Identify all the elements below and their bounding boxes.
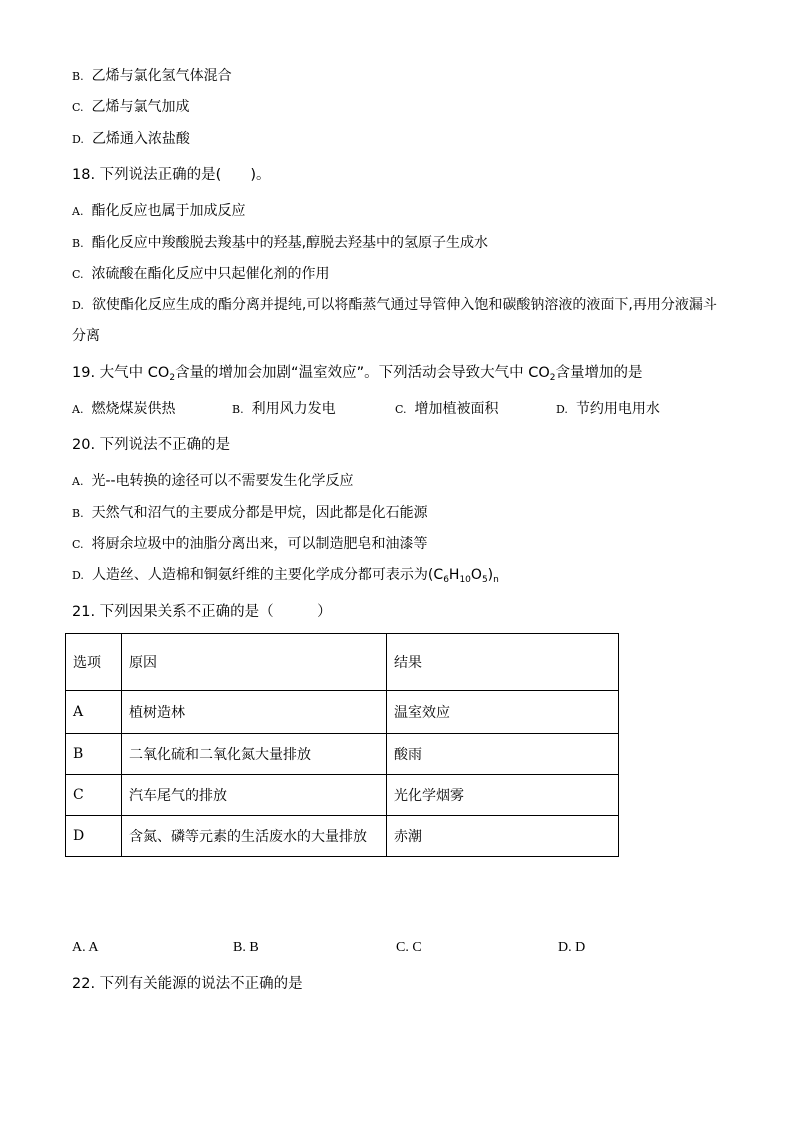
question-21: 21. 下列因果关系不正确的是（ ）	[72, 604, 332, 620]
formula-subscript: n	[493, 575, 499, 585]
option-letter: D.	[72, 133, 84, 146]
option-text: 光--电转换的途径可以不需要发生化学反应	[91, 473, 354, 489]
table-cell: D	[66, 816, 122, 857]
option-letter: B.	[72, 70, 84, 83]
answer-c-21: C. C	[396, 940, 422, 955]
option-b-19	[232, 400, 395, 419]
answer-a-21: A. A	[72, 940, 99, 955]
formula-paren: )	[487, 567, 494, 583]
answers-21	[72, 939, 585, 957]
table-cell: 赤潮	[387, 816, 619, 857]
question-20: 20. 下列说法不正确的是	[72, 437, 231, 453]
option-b-17	[72, 67, 232, 86]
option-d-18	[72, 296, 717, 315]
option-text: 燃烧煤炭供热	[91, 401, 176, 417]
formula-subscript: 5	[481, 575, 488, 585]
table-row	[66, 775, 619, 816]
question-18: 18. 下列说法正确的是( )。	[72, 167, 271, 183]
option-text: 将厨余垃圾中的油脂分离出来，可以制造肥皂和油漆等	[91, 536, 428, 552]
answer-b-21: B. B	[233, 940, 259, 955]
option-c-19	[395, 400, 556, 419]
option-letter: A.	[72, 205, 84, 218]
table-cell: 汽车尾气的排放	[122, 775, 387, 816]
option-letter: D.	[72, 569, 84, 582]
option-d-18-continued: 分离	[72, 328, 100, 344]
option-letter: A.	[72, 403, 84, 416]
answer-d-21: D. D	[558, 940, 586, 955]
option-text: 乙烯与氯气加成	[91, 99, 190, 115]
q19-subscript: 2	[169, 373, 176, 383]
table-header-cell: 原因	[122, 634, 387, 691]
option-letter: D.	[556, 403, 568, 416]
table-cell: B	[66, 734, 122, 775]
formula-element: H	[448, 567, 460, 583]
option-a-20	[72, 472, 354, 491]
option-d-19	[556, 400, 660, 419]
option-c-17	[72, 98, 190, 117]
formula-subscript: 10	[459, 575, 471, 585]
options-19	[72, 400, 660, 419]
table-cell: 二氧化硫和二氧化氮大量排放	[122, 734, 387, 775]
table-header-cell: 结果	[387, 634, 619, 691]
option-text: 酯化反应中羧酸脱去羧基中的羟基,醇脱去羟基中的氢原子生成水	[91, 235, 489, 251]
option-text: 增加植被面积	[414, 401, 499, 417]
formula-element: O	[470, 567, 482, 583]
option-letter: C.	[395, 403, 407, 416]
question-19	[72, 364, 642, 382]
q19-text-a: 19. 大气中 CO	[72, 365, 170, 381]
option-d-20	[72, 566, 499, 585]
table-cell: 酸雨	[387, 734, 619, 775]
option-text: 乙烯通入浓盐酸	[91, 131, 190, 147]
option-text: 人造丝、人造棉和铜氨纤维的主要化学成分都可表示为(C	[91, 567, 444, 583]
table-row	[66, 816, 619, 857]
table-header-cell: 选项	[66, 634, 122, 691]
table-row	[66, 734, 619, 775]
option-text: 欲使酯化反应生成的酯分离并提纯,可以将酯蒸气通过导管伸入饱和碳酸钠溶液的液面下,再用分液漏斗	[91, 297, 717, 313]
option-letter: C.	[72, 101, 84, 114]
option-letter: A.	[72, 475, 84, 488]
option-a-19	[72, 400, 232, 419]
option-text: 利用风力发电	[251, 401, 336, 417]
option-letter: B.	[72, 507, 84, 520]
option-letter: B.	[232, 403, 244, 416]
option-letter: C.	[72, 268, 84, 281]
option-d-17	[72, 130, 190, 149]
formula-subscript: 6	[443, 575, 449, 585]
question-22: 22. 下列有关能源的说法不正确的是	[72, 976, 303, 992]
option-a-18	[72, 202, 245, 221]
option-b-20	[72, 504, 428, 523]
option-letter: C.	[72, 538, 84, 551]
q19-text-c: 含量增加的是	[555, 365, 643, 381]
option-text: 酯化反应也属于加成反应	[91, 203, 246, 219]
option-text: 天然气和沼气的主要成分都是甲烷，因此都是化石能源	[91, 505, 428, 521]
option-c-20	[72, 535, 428, 554]
table-row	[66, 691, 619, 734]
option-c-18	[72, 265, 330, 284]
option-text: 节约用电用水	[575, 401, 660, 417]
option-letter: D.	[72, 299, 84, 312]
option-text: 乙烯与氯化氢气体混合	[91, 68, 232, 84]
table-cell: 植树造林	[122, 691, 387, 734]
q19-text-b: 含量的增加会加剧“温室效应”。下列活动会导致大气中 CO	[175, 365, 550, 381]
q19-subscript: 2	[549, 373, 556, 383]
table-cell: C	[66, 775, 122, 816]
table-cell: 含氮、磷等元素的生活废水的大量排放	[122, 816, 387, 857]
option-text: 浓硫酸在酯化反应中只起催化剂的作用	[91, 266, 330, 282]
table-cell: 光化学烟雾	[387, 775, 619, 816]
table-header-row	[66, 634, 619, 691]
cause-effect-table	[65, 633, 619, 857]
table-cell: A	[66, 691, 122, 734]
option-letter: B.	[72, 237, 84, 250]
table-cell: 温室效应	[387, 691, 619, 734]
option-b-18	[72, 234, 488, 253]
